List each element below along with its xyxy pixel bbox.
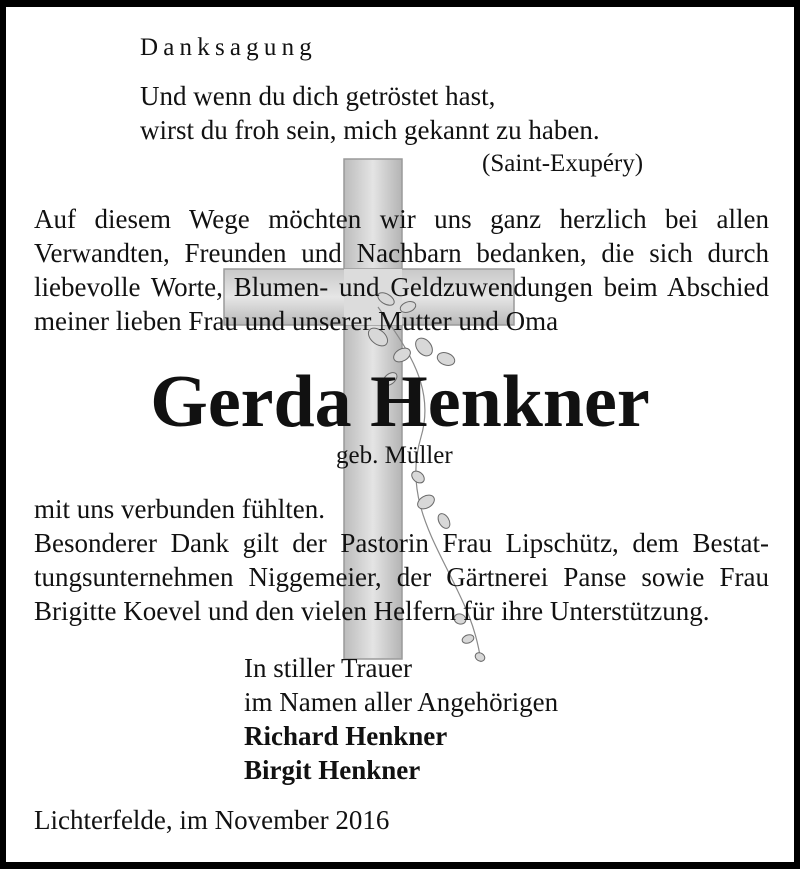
- mourner-name-2: Birgit Henkner: [244, 755, 421, 785]
- intro-line-2: Verwandten, Freunden und Nachbarn bedanken, die sich durch: [34, 238, 769, 268]
- quote-line-1: Und wenn du dich getröstet hast,: [140, 81, 496, 111]
- closing-line-3: tungsunternehmen Niggemeier, der Gärtnerei Panse sowie Frau: [34, 562, 769, 592]
- closing-line-4: Brigitte Koevel und den vielen Helfern für ihre Unterstützung.: [34, 596, 710, 626]
- mourners-line-2: im Namen aller Angehörigen: [244, 687, 559, 717]
- maiden-name: geb. Müller: [336, 442, 453, 469]
- quote-line-2: wirst du froh sein, mich gekannt zu haben.: [140, 115, 600, 145]
- obituary-notice: [6, 7, 794, 862]
- mourner-name-1: Richard Henkner: [244, 721, 448, 751]
- intro-line-3: liebevolle Worte, Blumen- und Geldzuwendungen beim Abschied: [34, 272, 769, 302]
- place-date: Lichterfelde, im November 2016: [34, 805, 390, 835]
- intro-line-1: Auf diesem Wege möchten wir uns ganz herzlich bei allen: [34, 204, 769, 234]
- closing-line-1: mit uns verbunden fühlten.: [34, 494, 325, 524]
- intro-line-4: meiner lieben Frau und unserer Mutter und Oma: [34, 306, 559, 336]
- quote-author: (Saint-Exupéry): [482, 150, 644, 177]
- mourners-line-1: In stiller Trauer: [244, 653, 412, 683]
- heading: Danksagung: [140, 34, 317, 61]
- closing-line-2: Besonderer Dank gilt der Pastorin Frau Lipschütz, dem Bestat-: [34, 528, 769, 558]
- deceased-name: Gerda Henkner: [150, 361, 650, 443]
